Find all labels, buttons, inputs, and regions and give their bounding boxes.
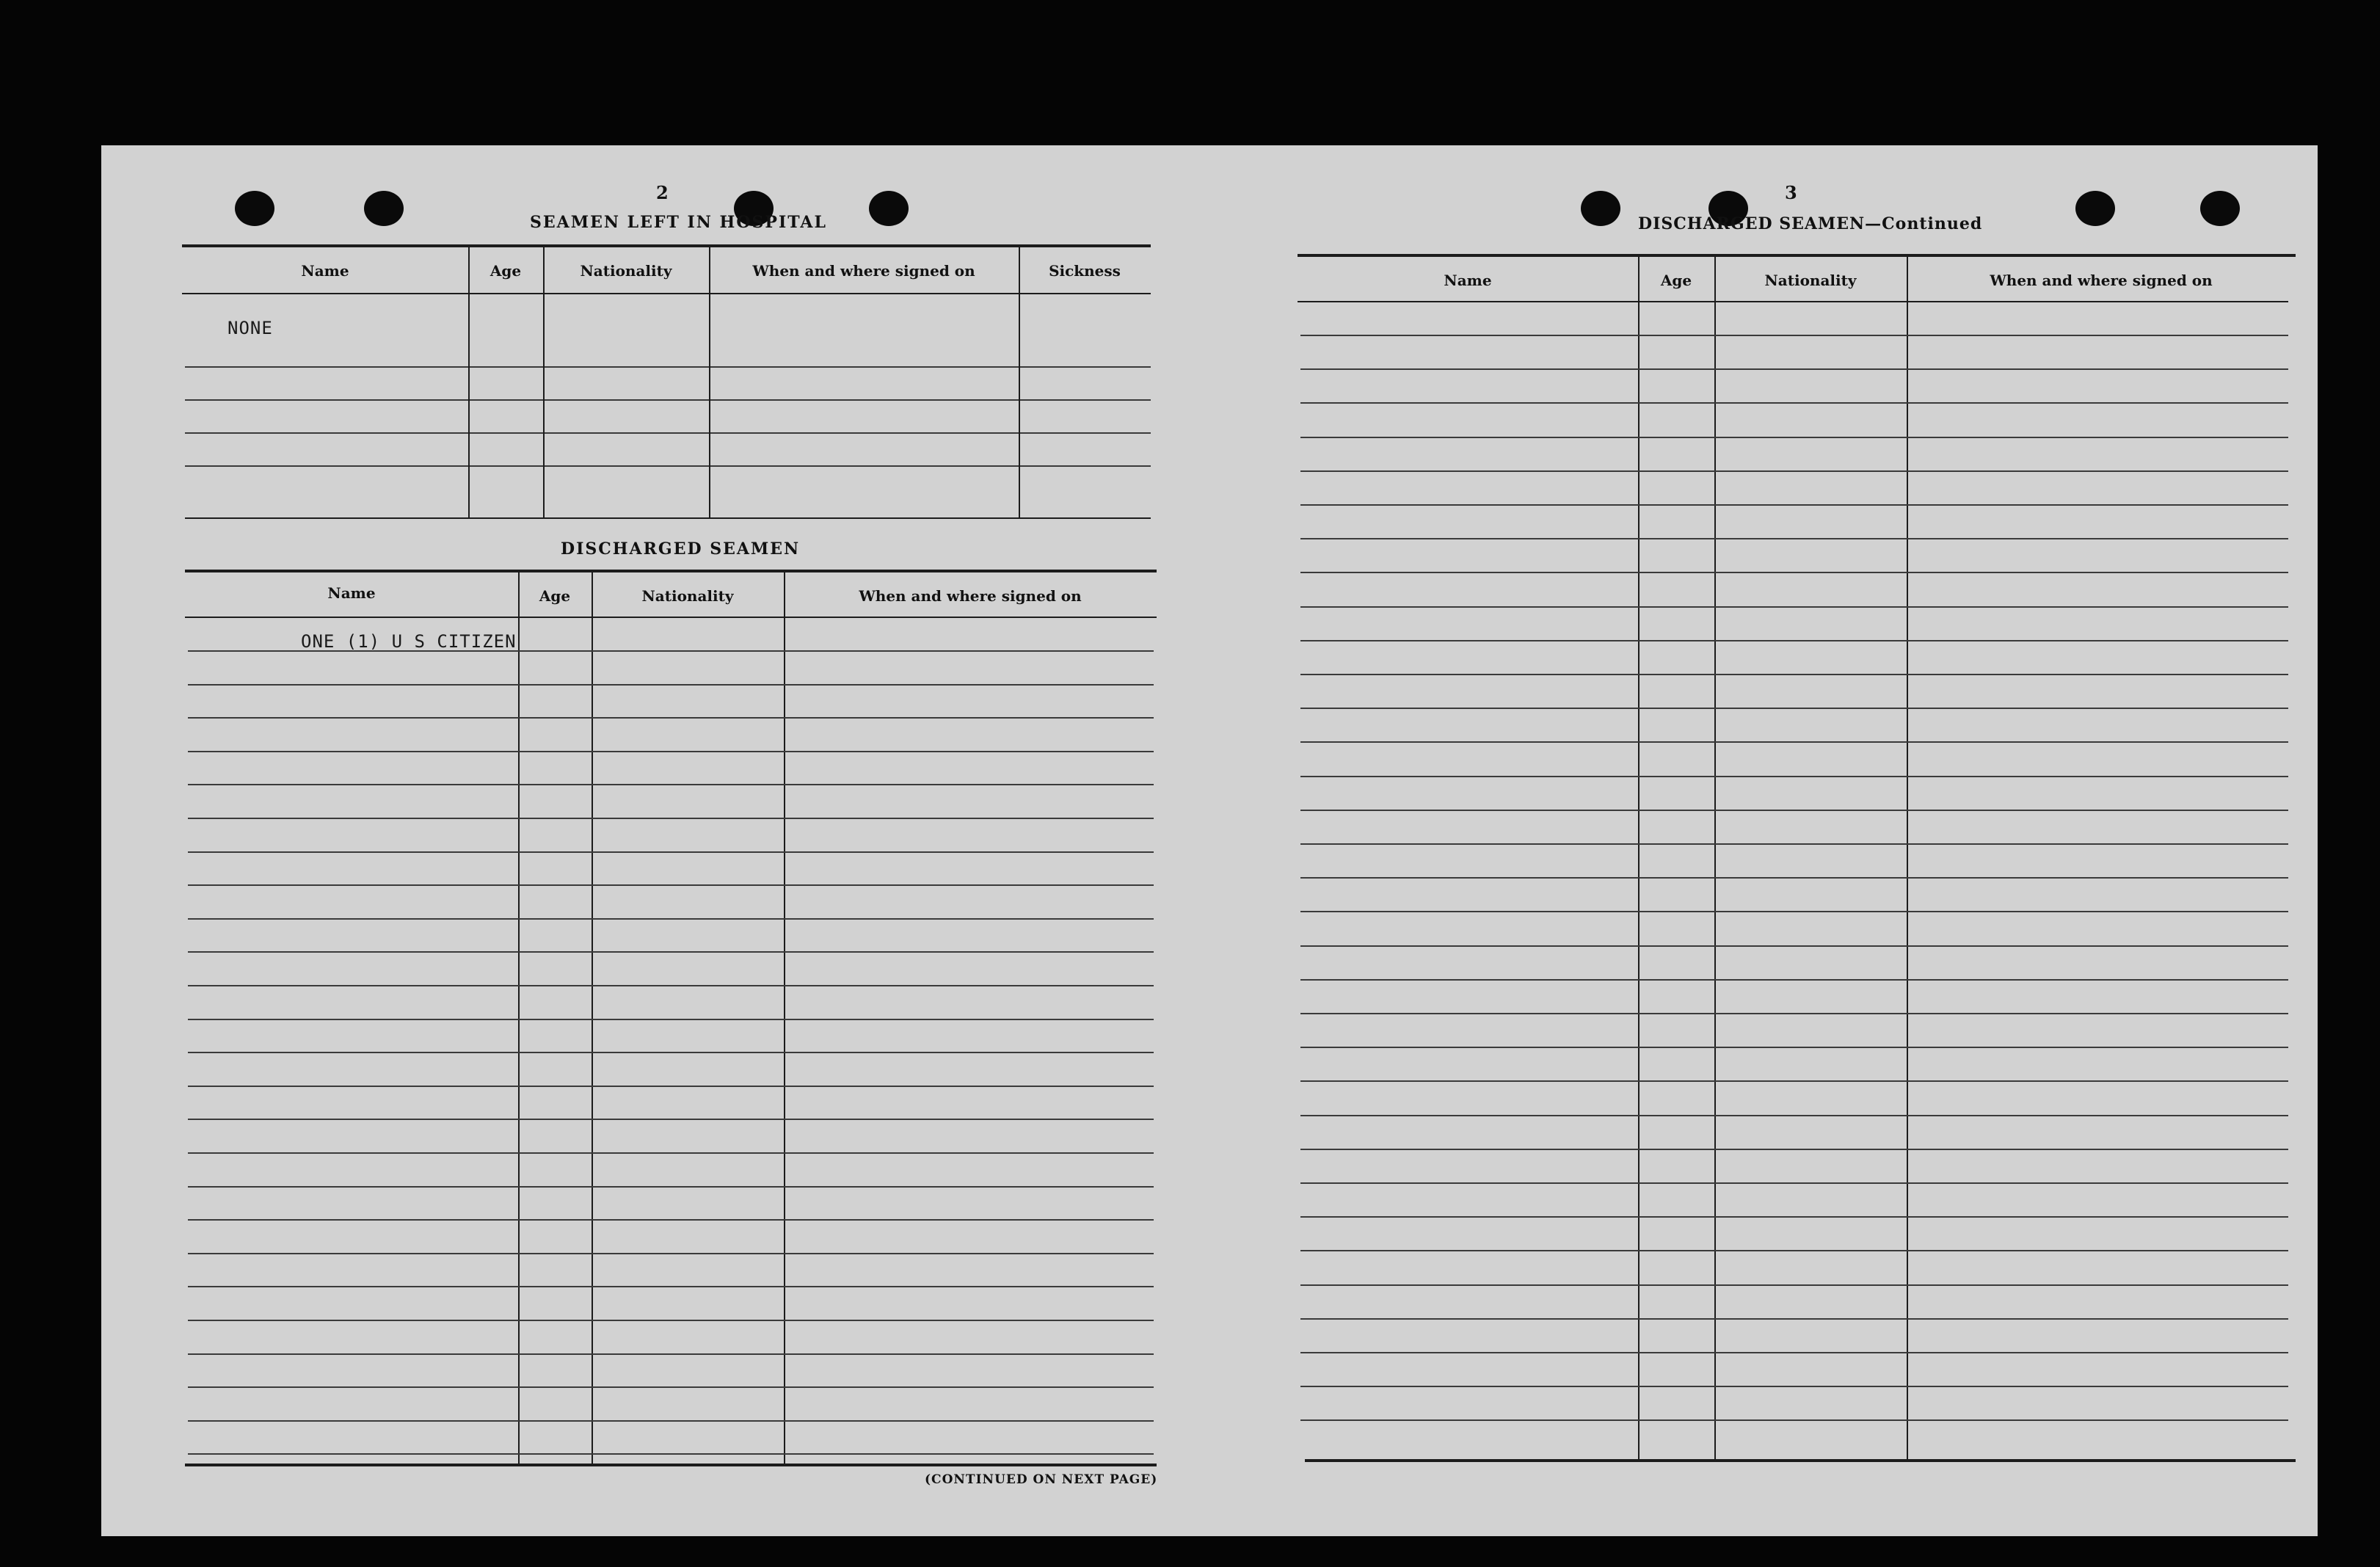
col-header-age: Age (490, 262, 522, 280)
punch-hole (2075, 191, 2115, 226)
ledger-row-line (1300, 1182, 2288, 1184)
ledger-row-line (1300, 1216, 2288, 1218)
ledger-row-line (1300, 674, 2288, 675)
ledger-row-line (1300, 1149, 2288, 1150)
ledger-row-line (1300, 606, 2288, 608)
ledger-row-line (1300, 1013, 2288, 1014)
ledger-row-line (1300, 1250, 2288, 1251)
ledger-row-line (1300, 810, 2288, 811)
ledger-row-line (188, 717, 1154, 719)
ledger-row-line (188, 1119, 1154, 1120)
punch-hole (1581, 191, 1620, 226)
ledger-row-line (188, 751, 1154, 752)
ledger-row-line (188, 1353, 1154, 1355)
ledger-row-line (188, 851, 1154, 853)
ledger-row-line (188, 1186, 1154, 1188)
hospital-table (182, 244, 1151, 523)
col-header-sickness: Sickness (1049, 262, 1121, 280)
ledger-row-line (188, 1152, 1154, 1154)
col-header-nationality: Nationality (641, 587, 734, 605)
ledger-row-line (1300, 538, 2288, 539)
ledger-row-line (188, 1320, 1154, 1321)
ledger-row-line (1300, 911, 2288, 912)
page-number-left: 2 (656, 182, 669, 203)
punch-hole (869, 191, 909, 226)
ledger-row-line (1300, 640, 2288, 641)
col-header-name: Name (327, 584, 376, 602)
ledger-row-line (1300, 368, 2288, 370)
col-header-age: Age (539, 587, 571, 605)
ledger-row-line (1300, 843, 2288, 845)
continued-footer: (CONTINUED ON NEXT PAGE) (925, 1472, 1158, 1487)
ledger-row-line (1300, 1047, 2288, 1048)
ledger-row-line (188, 784, 1154, 785)
discharged-continued-title: DISCHARGED SEAMEN—Continued (1638, 214, 1983, 233)
ledger-row-line (188, 985, 1154, 986)
col-header-nationality: Nationality (580, 262, 672, 280)
col-header-signed-on: When and where signed on (1990, 272, 2213, 289)
ledger-row-line (1300, 877, 2288, 879)
discharged-table-left (185, 570, 1157, 1472)
hospital-section-title: SEAMEN LEFT IN HOSPITAL (530, 213, 827, 232)
ledger-row-line (188, 1453, 1154, 1455)
discharged-section-title: DISCHARGED SEAMEN (561, 539, 801, 559)
ledger-row-line (188, 1086, 1154, 1087)
punch-hole (235, 191, 274, 226)
ledger-row-line (1300, 945, 2288, 947)
ledger-row-line (188, 1219, 1154, 1221)
col-header-signed-on: When and where signed on (859, 587, 1082, 605)
col-header-age: Age (1660, 272, 1692, 289)
ledger-row-line (188, 918, 1154, 920)
ledger-row-line (1300, 1318, 2288, 1320)
ledger-row-line (1300, 1386, 2288, 1387)
col-header-nationality: Nationality (1764, 272, 1857, 289)
punch-hole (364, 191, 404, 226)
ledger-row-line (1300, 470, 2288, 472)
punch-hole (2200, 191, 2240, 226)
col-header-name: Name (1444, 272, 1492, 289)
ledger-row-line (188, 1286, 1154, 1287)
ledger-row-line (1300, 402, 2288, 404)
ledger-row-line (1300, 572, 2288, 573)
ledger-row-line (188, 1019, 1154, 1020)
ledger-row-line (188, 1420, 1154, 1422)
ledger-row-line (1300, 1284, 2288, 1286)
col-header-signed-on: When and where signed on (752, 262, 975, 280)
discharged-table-right (1298, 254, 2296, 1472)
ledger-row-line (1300, 708, 2288, 709)
col-header-name: Name (301, 262, 349, 280)
ledger-row-line (188, 1253, 1154, 1254)
page-number-right: 3 (1785, 182, 1797, 203)
ledger-row-line (1300, 1115, 2288, 1116)
ledger-row-line (1300, 776, 2288, 777)
ledger-row-line (188, 818, 1154, 819)
ledger-row-line (1300, 1352, 2288, 1353)
hospital-entry-name: NONE (228, 318, 273, 338)
ledger-row-line (188, 884, 1154, 886)
ledger-row-line (1300, 741, 2288, 743)
ledger-row-line (188, 684, 1154, 686)
ledger-row-line (188, 1386, 1154, 1388)
ledger-row-line (1300, 979, 2288, 981)
ledger-row-line (188, 951, 1154, 953)
ledger-row-line (1300, 437, 2288, 438)
ledger-sheet (101, 145, 2318, 1536)
discharged-entry-name: ONE (1) U S CITIZEN (301, 631, 517, 652)
ledger-row-line (1300, 1419, 2288, 1421)
ledger-row-line (188, 1052, 1154, 1053)
ledger-row-line (1300, 504, 2288, 506)
ledger-row-line (1300, 335, 2288, 336)
ledger-row-line (1300, 1080, 2288, 1082)
